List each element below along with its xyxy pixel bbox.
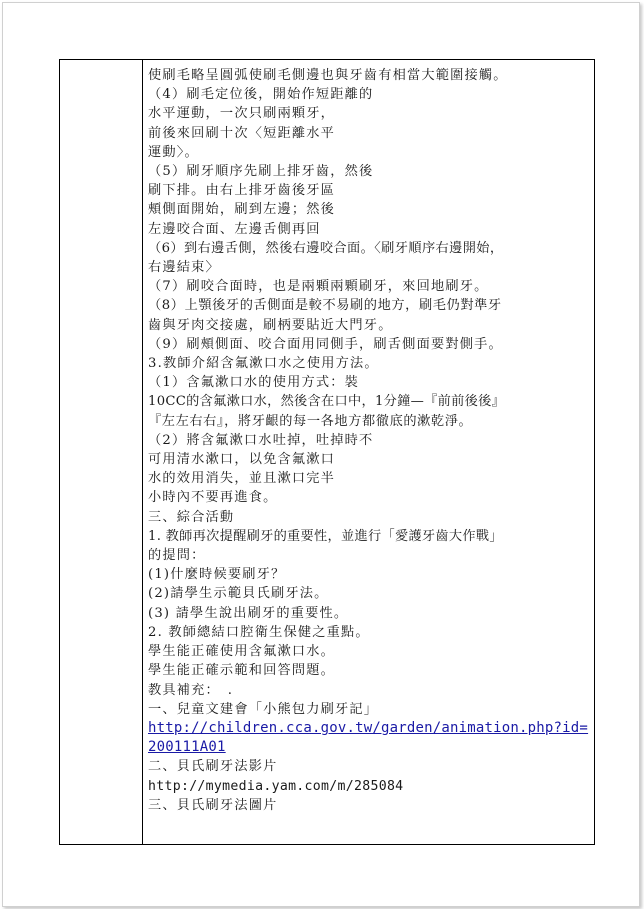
text-line: （5）刷牙順序先刷上排牙齒，然後 bbox=[148, 164, 374, 180]
animation-link[interactable]: http://children.cca.gov.tw/garden/animation.php?id= bbox=[148, 719, 589, 736]
question-item: (1)什麼時候要刷牙？ bbox=[148, 567, 286, 583]
lesson-content-cell bbox=[148, 66, 594, 815]
text-line: 學生能正確示範和回答問題。 bbox=[148, 663, 336, 679]
text-line: 1. 教師再次提醒刷牙的重要性，並進行「愛護牙齒大作戰」 bbox=[148, 528, 503, 544]
text-line: 齒與牙肉交接處，刷柄要貼近大門牙。 bbox=[148, 317, 393, 333]
animation-link-continued[interactable]: 200111A01 bbox=[148, 739, 226, 756]
text-line: 可用清水漱口，以免含氟漱口 bbox=[148, 452, 336, 468]
text-line: 2. 教師總結口腔衛生保健之重點。 bbox=[148, 624, 370, 640]
document-page bbox=[2, 2, 640, 907]
text-line: （9）刷頰側面、咬合面用同側手，刷舌側面要對側手。 bbox=[148, 336, 503, 352]
lesson-table bbox=[59, 59, 595, 845]
text-line: 前後來回刷十次〈短距離水平 bbox=[148, 125, 336, 141]
text-line: 刷下排。由右上排牙齒後牙區 bbox=[148, 183, 336, 199]
text-line: 教具補充： . bbox=[148, 682, 234, 698]
text-line: 10CC的含氟漱口水，然後含在口中，1分鐘—『前前後後』 bbox=[148, 394, 506, 410]
question-item: (3) 請學生說出刷牙的重要性。 bbox=[148, 605, 349, 621]
text-line: 學生能正確使用含氟漱口水。 bbox=[148, 644, 336, 660]
text-line: 頰側面開始，刷到左邊；然後 bbox=[148, 202, 336, 218]
text-line: 小時內不要再進食。 bbox=[148, 490, 278, 506]
animation-link-line1[interactable] bbox=[148, 719, 594, 738]
text-line: 運動〉。 bbox=[148, 144, 199, 160]
text-line: 一、兒童文建會「小熊包力刷牙記」 bbox=[148, 701, 379, 717]
text-line: 水的效用消失，並且漱口完半 bbox=[148, 471, 336, 487]
text-line: （2）將含氟漱口水吐掉，吐掉時不 bbox=[148, 432, 374, 448]
text-line: 二、貝氏刷牙法影片 bbox=[148, 759, 278, 775]
text-line: 水平運動，一次只刷兩顆牙， bbox=[148, 106, 336, 122]
video-url: http://mymedia.yam.com/m/285084 bbox=[148, 778, 404, 794]
text-line: 右邊結束〉 bbox=[148, 260, 220, 276]
text-line: （7）刷咬合面時，也是兩顆兩顆刷牙，來回地刷牙。 bbox=[148, 279, 489, 295]
text-line: 的提問： bbox=[148, 548, 206, 564]
text-line: 『左左右右』，將牙齦的每一各地方都徹底的漱乾淨。 bbox=[148, 413, 473, 429]
text-line: （1）含氟漱口水的使用方式：裝 bbox=[148, 375, 360, 391]
text-line: （8）上顎後牙的舌側面是較不易刷的地方，刷毛仍對準牙 bbox=[148, 298, 502, 314]
text-line: （6）到右邊舌側，然後右邊咬合面。〈刷牙順序右邊開始， bbox=[148, 240, 504, 256]
table-column-divider bbox=[142, 60, 143, 844]
text-line: 三、貝氏刷牙法圖片 bbox=[148, 797, 278, 813]
text-line: 左邊咬合面、左邊舌側再回 bbox=[148, 221, 321, 237]
text-line: 使刷毛略呈圓弧使刷毛側邊也與牙齒有相當大範圍接觸。 bbox=[148, 68, 508, 83]
section-heading: 三、綜合活動 bbox=[148, 509, 235, 525]
animation-link-line2[interactable] bbox=[148, 738, 594, 757]
question-item: (2)請學生示範貝氏刷牙法。 bbox=[148, 586, 329, 602]
text-line: （4）刷毛定位後，開始作短距離的 bbox=[148, 87, 374, 103]
text-line: 3.教師介紹含氟漱口水之使用方法。 bbox=[148, 356, 379, 372]
